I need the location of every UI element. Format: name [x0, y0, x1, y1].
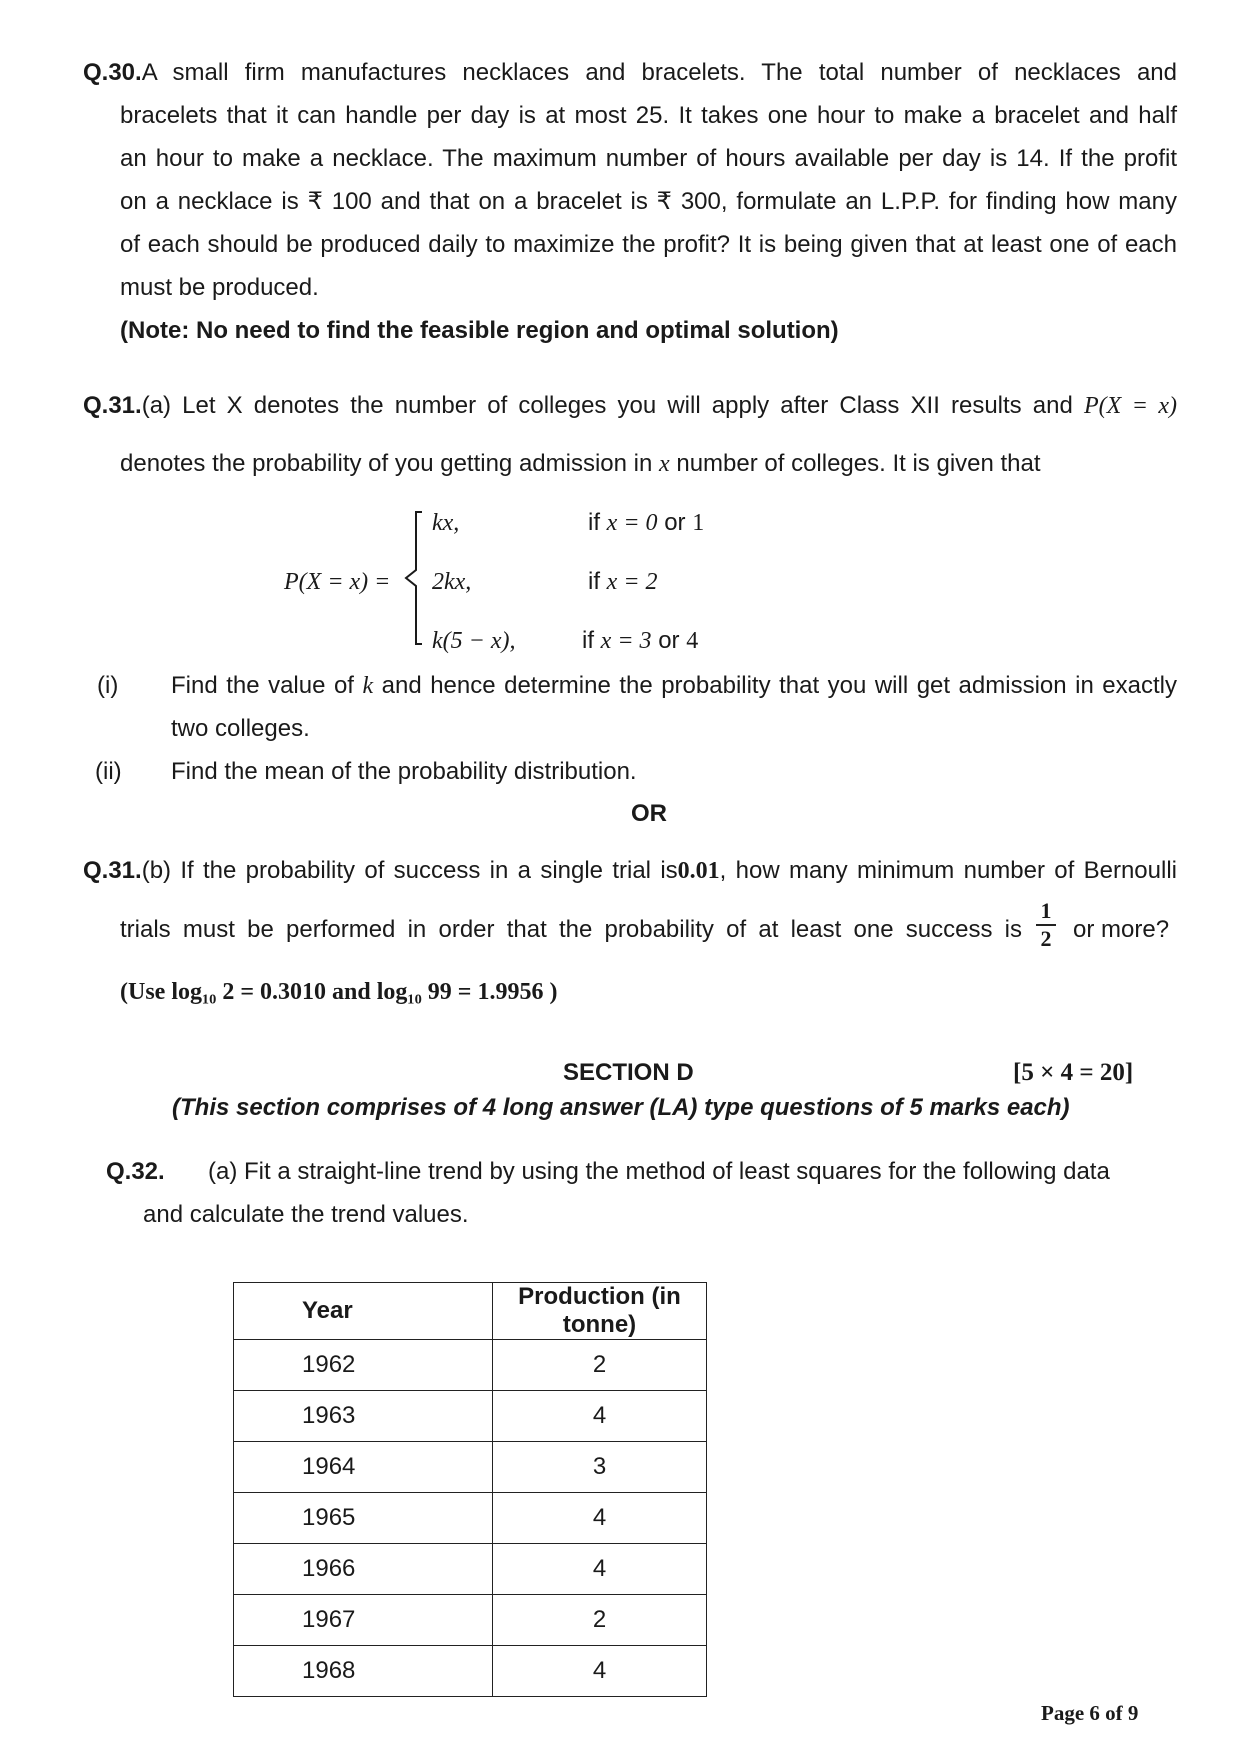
sub-i-line-2: two colleges.	[171, 715, 310, 742]
q32-number: Q.32.	[106, 1158, 165, 1185]
cell-production: 2	[493, 1340, 707, 1391]
fraction-denominator: 2	[1040, 926, 1052, 951]
q31b-line-2: trials must be performed in order that the probability of at least one success is	[120, 916, 1022, 943]
section-d-marks: [5 × 4 = 20]	[1013, 1059, 1134, 1086]
cell-year: 1968	[234, 1646, 493, 1697]
case-1-cond	[588, 508, 704, 538]
table-row	[234, 1544, 707, 1595]
section-d-title: SECTION D	[563, 1059, 694, 1086]
q31b-number: Q.31.	[83, 857, 142, 884]
case-1-math: x = 0	[606, 510, 658, 536]
sub-i-text-b: and hence determine the probability that you will get admission in exactly	[381, 672, 1177, 699]
cell-production: 2	[493, 1595, 707, 1646]
table-row	[234, 1493, 707, 1544]
q31a-part: (a) Let X denotes the number of colleges you will apply after Class XII results and	[141, 392, 1073, 419]
q31b-prob: 0.01	[677, 858, 720, 884]
q30-line-6: must be produced.	[120, 274, 319, 301]
case-1-val: 1	[692, 510, 705, 536]
half-fraction	[1036, 899, 1056, 951]
header-production: Production (in tonne)	[493, 1283, 707, 1340]
q31a-px-expr: P(X = x)	[1083, 393, 1177, 419]
fraction-numerator: 1	[1040, 898, 1052, 923]
case-3-cond	[582, 626, 698, 656]
sub-ii-text: Find the mean of the probability distribution.	[171, 758, 637, 785]
table-header-row	[234, 1283, 707, 1340]
section-d-subtitle: (This section comprises of 4 long answer (LA) type questions of 5 marks each)	[172, 1094, 1070, 1121]
q30-number: Q.30.	[83, 59, 142, 86]
case-2-math: x = 2	[606, 569, 658, 595]
cell-year: 1965	[234, 1493, 493, 1544]
q31a-number: Q.31.	[83, 392, 142, 419]
case-3-math: x = 3	[600, 628, 652, 654]
cell-year: 1967	[234, 1595, 493, 1646]
cell-year: 1964	[234, 1442, 493, 1493]
q30-line-3: an hour to make a necklace. The maximum number of hours available per day is 14. If the profit	[120, 145, 1177, 172]
q31b-line-1	[83, 856, 1177, 886]
table-row	[234, 1340, 707, 1391]
cell-year: 1963	[234, 1391, 493, 1442]
q31b-line2-end: or more?	[1073, 916, 1170, 943]
case-2-expr: 2kx,	[432, 569, 472, 595]
cell-year: 1966	[234, 1544, 493, 1595]
q30-line-4: on a necklace is ₹ 100 and that on a bracelet is ₹ 300, formulate an L.P.P. for finding how many	[120, 188, 1177, 215]
left-brace-icon	[392, 508, 436, 648]
case-3-val: 4	[686, 628, 699, 654]
cell-production: 4	[493, 1493, 707, 1544]
sub-i-label: (i)	[97, 672, 119, 699]
page-number: Page 6 of 9	[1041, 1701, 1139, 1725]
cell-production: 4	[493, 1646, 707, 1697]
piecewise-lhs: P(X = x) =	[284, 569, 391, 595]
header-year: Year	[234, 1283, 493, 1340]
q31a-line2-b: number of colleges. It is given that	[676, 450, 1041, 477]
case-3-if: if	[582, 627, 594, 654]
q31a-line2-a: denotes the probability of you getting admission in	[120, 450, 653, 477]
q31b-hint: (Use log₁₀ 2 = 0.3010 and log₁₀ 99 = 1.9956 )	[120, 979, 558, 1005]
q31b-line1-end: , how many minimum number of Bernoulli	[719, 857, 1177, 884]
q31a-line-2	[120, 449, 1041, 479]
q30-line-2: bracelets that it can handle per day is at most 25. It takes one hour to make a bracelet and half	[120, 102, 1177, 129]
case-3-expr: k(5 − x),	[432, 628, 516, 654]
sub-i-line-1	[171, 671, 1177, 701]
case-2-if: if	[588, 568, 600, 595]
q30-note: (Note: No need to find the feasible region and optimal solution)	[120, 317, 839, 344]
table-row	[234, 1442, 707, 1493]
cell-production: 4	[493, 1391, 707, 1442]
cell-production: 3	[493, 1442, 707, 1493]
case-1-if: if	[588, 509, 600, 536]
sub-i-k: k	[362, 673, 374, 699]
or-label: OR	[631, 800, 667, 827]
table-row	[234, 1595, 707, 1646]
production-table	[233, 1282, 707, 1697]
cell-production: 4	[493, 1544, 707, 1595]
q30-line-1	[83, 58, 1177, 88]
case-1-expr: kx,	[432, 510, 460, 536]
case-1-or: or	[664, 509, 686, 536]
case-2-cond	[588, 567, 658, 597]
q31a-line-1	[83, 391, 1177, 421]
q31a-line2-x: x	[659, 451, 670, 477]
table-row	[234, 1646, 707, 1697]
q31b-part: (b) If the probability of success in a single trial is	[141, 857, 678, 884]
case-3-or: or	[658, 627, 680, 654]
q32-line-2: and calculate the trend values.	[143, 1201, 469, 1228]
sub-ii-label: (ii)	[95, 758, 122, 785]
table-row	[234, 1391, 707, 1442]
q30-line-5: of each should be produced daily to maximize the profit? It is being given that at least one of each	[120, 231, 1177, 258]
q30-text-1: A small firm manufactures necklaces and bracelets. The total number of necklaces and	[141, 59, 1177, 86]
q32-line-1: (a) Fit a straight-line trend by using the method of least squares for the following data	[208, 1158, 1110, 1185]
cell-year: 1962	[234, 1340, 493, 1391]
sub-i-text-a: Find the value of	[171, 672, 354, 699]
